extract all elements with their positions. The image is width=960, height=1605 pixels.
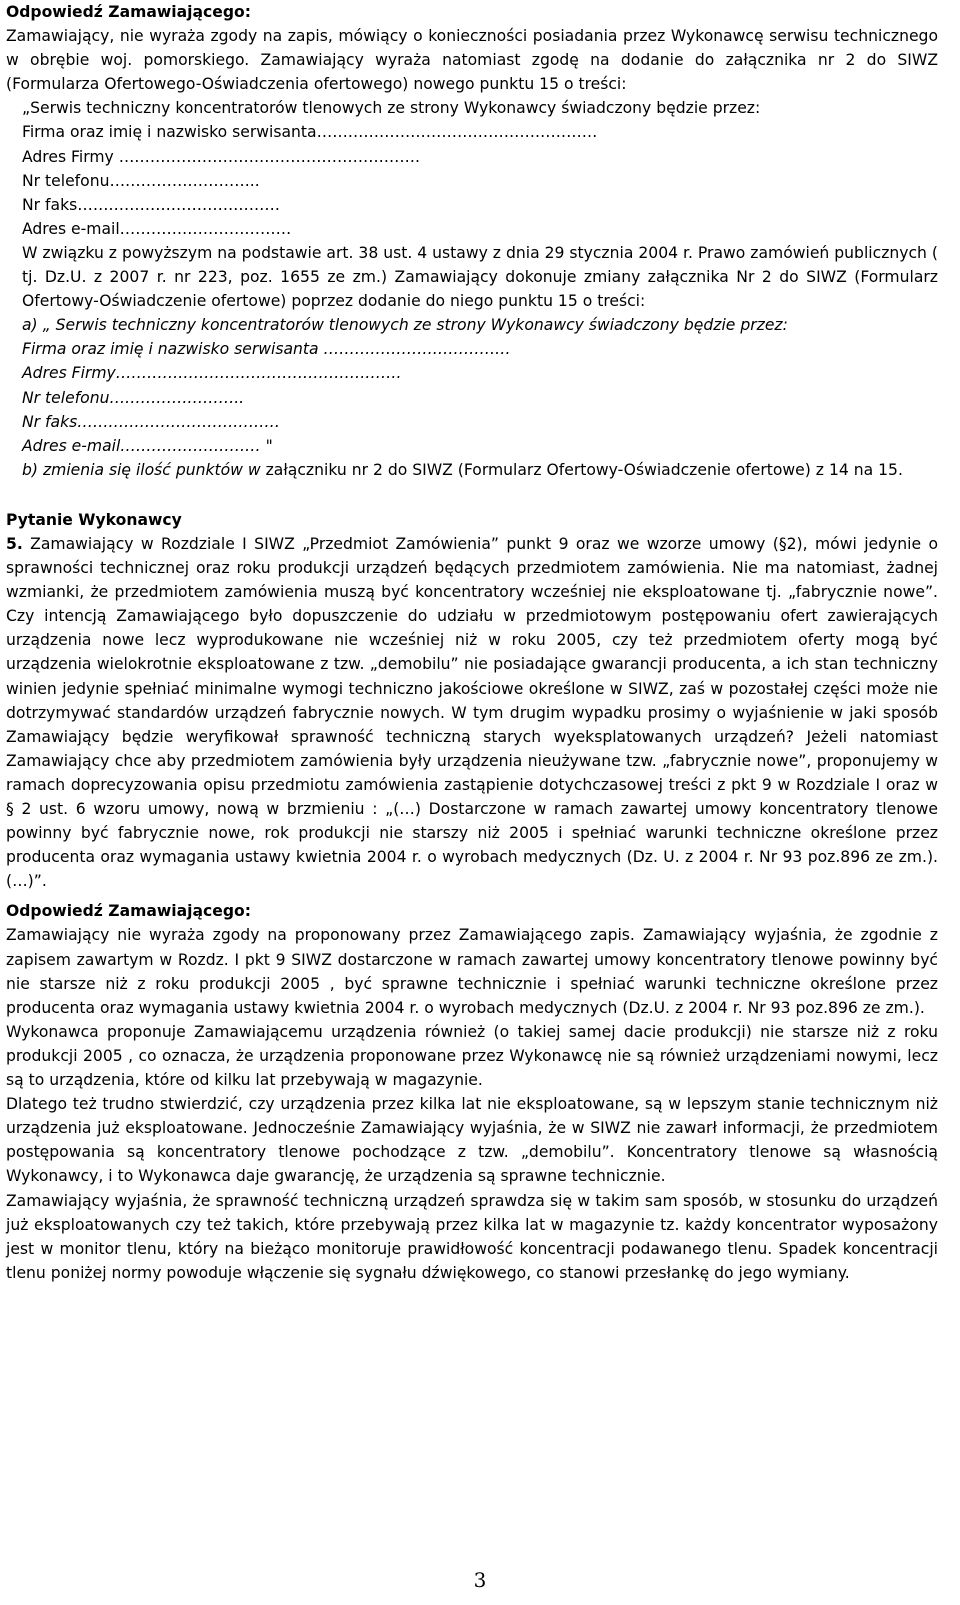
amendment-line: Adres e-mail……………………… " (22, 436, 273, 455)
form-line: Adres Firmy …………………………………………………. (22, 147, 420, 166)
question-heading: Pytanie Wykonawcy (6, 510, 182, 529)
amendment-block (6, 313, 938, 482)
answer-paragraph: Zamawiający, nie wyraża zgody na zapis, mówiący o konieczności posiadania przez Wykonawcę serwisu technicznego w obrębie woj. pomorskiego. Zamawiający wyraża natomiast zgodę na dodanie do załącznika nr 2 do SIWZ (Formularza Ofertowego-Oświadczenia ofertowego) nowego punktu 15 o treści: (6, 27, 938, 94)
page-number: 3 (473, 1568, 487, 1592)
question-text: Zamawiający w Rozdziale I SIWZ „Przedmiot Zamówienia” punkt 9 oraz we wzorze umowy (§2), mówi jedynie o sprawności technicznej oraz roku produkcji urządzeń będących przedmiotem zamówienia. Nie ma natomiast, żadnej wzmianki, że przedmiotem zamówienia muszą być koncentratory wcześniej nie eksploatowane tj. „fabrycznie nowe”. Czy intencją Zamawiającego było dopuszczenie do udziału w przedmiotowym postępowaniu ofert zawierających urządzenia nowe lecz wyprodukowane nie wcześniej niż w roku 2005, czy też przedmiotem oferty mogą być urządzenia wielokrotnie eksploatowane z tzw. „demobilu” nie posiadające gwarancji producenta, a ich stan techniczny winien jedynie spełniać minimalne wymogi techniczno jakościowe określone w SIWZ, zaś w pozostałej części może nie dotrzymywać standardów urządzeń fabrycznie nowych. W tym drugim wypadku prosimy o wyjaśnienie w jaki sposób Zamawiający będzie weryfikował sprawność techniczną starych wyeksplatowanych urządzeń? Jeżeli natomiast Zamawiający chce aby przedmiotem zamówienia były urządzenia nieużywane tzw. „fabrycznie nowe”, proponujemy w ramach doprecyzowania opisu przedmiotu zamówienia zastąpienie dotychczasowej treści z pkt 9 w Rozdziale I oraz w § 2 ust. 6 wzoru umowy, nową w brzmieniu : „(…) Dostarczone w ramach zawartej umowy koncentratory tlenowe powinny być fabrycznie nowe, rok produkcji nie starszy niż 2005 i spełniać warunki techniczne określone przez producenta oraz wymagania ustawy kwietnia 2004 r. o wyrobach medycznych (Dz. U. z 2004 r. Nr 93 poz.896 ze zm.).(…)”. (6, 534, 938, 891)
question-number: 5. (6, 534, 23, 553)
form-line: Nr faks………………………………… (22, 195, 280, 214)
service-form-block (6, 96, 938, 313)
answer-heading: Odpowiedź Zamawiającego: (6, 3, 251, 21)
answer-paragraph: Dlatego też trudno stwierdzić, czy urządzenia przez kilka lat nie eksploatowane, są w lepszym stanie technicznym niż urządzenia już eksploatowane. Jednocześnie Zamawiający wyjaśnia, że w SIWZ nie zawarł informacji, że przedmiotem postępowania są koncentratory tlenowe pochodzące z tzw. „demobilu”. Koncentratory tlenowe są własnością Wykonawcy, i to Wykonawca daje gwarancję, że urządzenia są sprawne technicznie. (6, 1095, 938, 1186)
amendment-line: a) „ Serwis techniczny koncentratorów tlenowych ze strony Wykonawcy świadczony będzie przez: (22, 316, 788, 335)
answer-heading-2: Odpowiedź Zamawiającego: (6, 902, 251, 921)
amendment-line: Nr faks………………………………… (22, 412, 280, 431)
form-line: Nr telefonu……………………….. (22, 171, 260, 190)
amendment-line: Firma oraz imię i nazwisko serwisanta ……………………………… (22, 340, 511, 359)
amendment-b-text: załączniku nr 2 do SIWZ (Formularz Ofertowy-Oświadczenie ofertowe) z 14 na 15. (260, 460, 903, 479)
amendment-line: Nr telefonu…………………….. (22, 388, 245, 407)
answer-paragraph: Zamawiający nie wyraża zgody na proponowany przez Zamawiającego zapis. Zamawiający wyjaśnia, że zgodnie z zapisem zawartym w Rozdz. I pkt 9 SIWZ dostarczone w ramach zawartej umowy koncentratory tlenowe powinny być nie starsze niż z roku produkcji 2005 , być sprawne technicznie i spełniać warunki techniczne określone przez producenta oraz wymagania ustawy kwietnia 2004 r. o wyrobach medycznych (Dz.U. z 2004 r. Nr 93 poz.896 ze zm.). (6, 926, 938, 1017)
answer-paragraph: Wykonawca proponuje Zamawiającemu urządzenia również (o takiej samej dacie produkcji) nie starsze niż z roku produkcji 2005 , co oznacza, że urządzenia proponowane przez Wykonawcę nie są również urządzeniami nowymi, lecz są to urządzenia, które od kilku lat przebywają w magazynie. (6, 1022, 938, 1090)
legal-basis-paragraph: W związku z powyższym na podstawie art. 38 ust. 4 ustawy z dnia 29 stycznia 2004 r. Prawo zamówień publicznych ( tj. Dz.U. z 2007 r. nr 223, poz. 1655 ze zm.) Zamawiający dokonuje zmiany załącznika Nr 2 do SIWZ (Formularz Ofertowy-Oświadczenie ofertowe) poprzez dodanie do niego punktu 15 o treści: (22, 243, 938, 311)
amendment-b (22, 458, 938, 482)
form-line: Adres e-mail…………………………… (22, 219, 292, 238)
form-line: Firma oraz imię i nazwisko serwisanta……………………………………………… (22, 123, 598, 142)
spacer (6, 482, 938, 508)
question-paragraph (6, 532, 938, 893)
amendment-line: Adres Firmy………………………………………………. (22, 364, 402, 383)
amendment-b-italic: b) zmienia się ilość punktów w (22, 460, 261, 479)
answer-paragraph: Zamawiający wyjaśnia, że sprawność techniczną urządzeń sprawdza się w takim sam sposób, w stosunku do urządzeń już eksploatowanych czy też takich, które przebywają przez kilka lat w magazynie tz. każdy koncentrator wyposażony jest w monitor tlenu, który na bieżąco monitoruje prawidłowość koncentracji podawanego tlenu. Spadek koncentracji tlenu poniżej normy powoduje włączenie się sygnału dźwiękowego, co stanowi przesłankę do jego wymiany. (6, 1191, 938, 1282)
form-line: „Serwis techniczny koncentratorów tlenowych ze strony Wykonawcy świadczony będzie przez: (22, 99, 761, 118)
